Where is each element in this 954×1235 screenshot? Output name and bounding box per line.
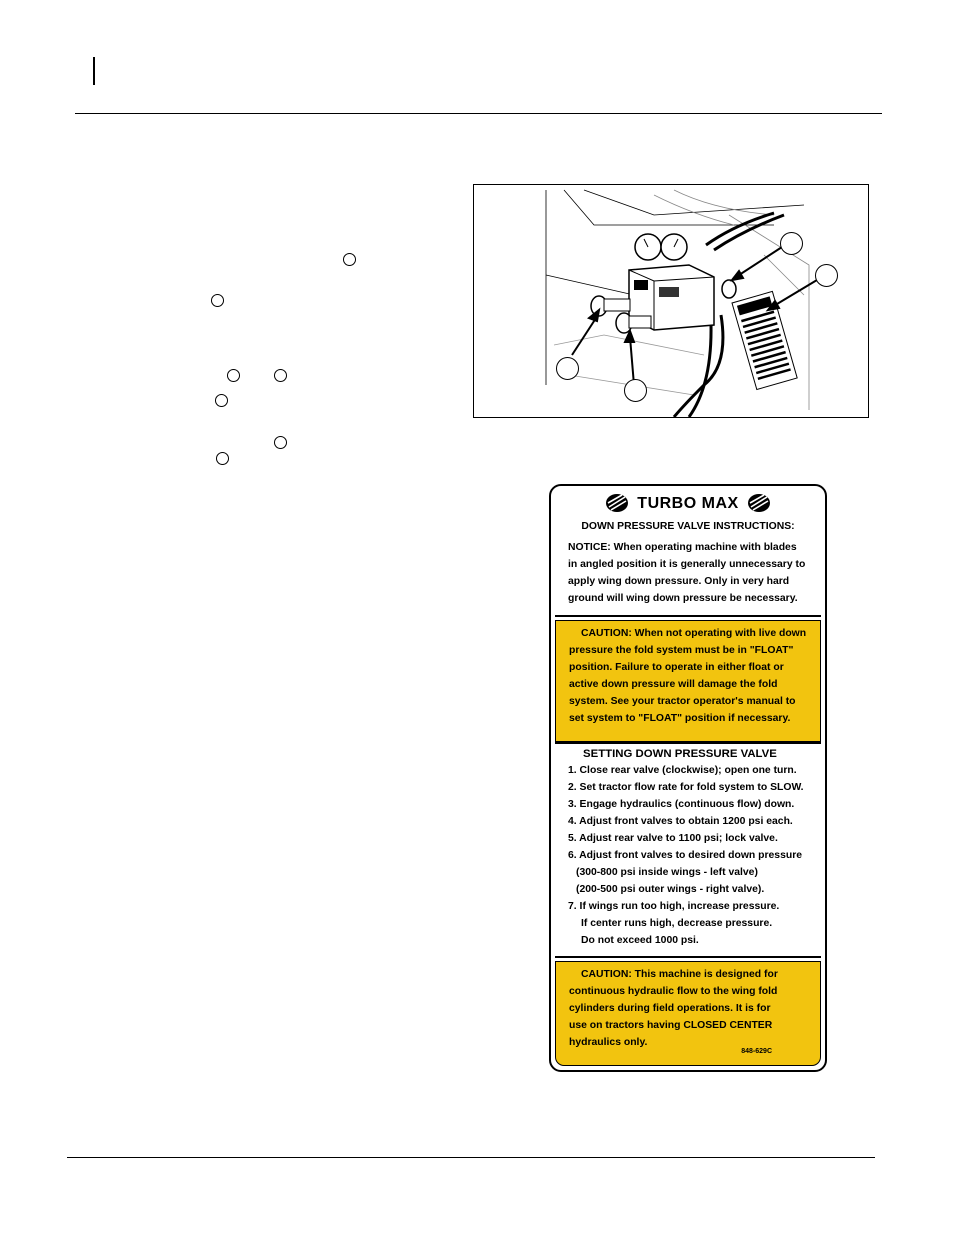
step-line: 6. Adjust front valves to desired down pressure	[568, 850, 803, 861]
step-line: 3. Engage hydraulics (continuous flow) down.	[568, 799, 795, 810]
callout-ref-circle	[215, 394, 228, 407]
caution-line: hydraulics only.	[569, 1037, 648, 1048]
callout-circle	[624, 379, 647, 402]
brand-name: TURBO MAX	[637, 494, 739, 512]
caution-line: CAUTION: This machine is designed for	[581, 969, 778, 980]
brand-logo-icon	[747, 493, 771, 513]
caution-line: cylinders during field operations. It is for	[569, 1003, 771, 1014]
notice-line: NOTICE: When operating machine with blades	[568, 542, 797, 553]
brand-logo-icon	[605, 493, 629, 513]
footer-rule	[67, 1157, 875, 1158]
caution-line: active down pressure will damage the fold	[569, 679, 778, 690]
callout-ref-circle	[211, 294, 224, 307]
callout-circle	[556, 357, 579, 380]
instruction-decal	[549, 484, 827, 1072]
caution-float-section	[555, 620, 821, 742]
notice-section	[555, 539, 821, 607]
callout-ref-circle	[216, 452, 229, 465]
valve-illustration	[474, 185, 868, 417]
caution-line: system. See your tractor operator's manual to	[569, 696, 796, 707]
caution-line: set system to "FLOAT" position if necessary.	[569, 713, 791, 724]
caution-line: pressure the fold system must be in "FLOAT"	[569, 645, 794, 656]
caution-line: CAUTION: When not operating with live down	[581, 628, 807, 639]
section-divider	[555, 615, 821, 617]
step-line: Do not exceed 1000 psi.	[581, 935, 699, 946]
callout-ref-circle	[274, 436, 287, 449]
notice-line: in angled position it is generally unnecessary to	[568, 559, 806, 570]
step-line: If center runs high, decrease pressure.	[581, 918, 773, 929]
step-line: (300-800 psi inside wings - left valve)	[576, 867, 758, 878]
caution-line: use on tractors having CLOSED CENTER	[569, 1020, 773, 1031]
decal-logo-row	[555, 492, 821, 514]
step-line: (200-500 psi outer wings - right valve).	[576, 884, 765, 895]
notice-line: ground will wing down pressure be necessary.	[568, 593, 798, 604]
setting-section	[555, 746, 821, 949]
step-line: 1. Close rear valve (clockwise); open one turn.	[568, 765, 797, 776]
step-line: 2. Set tractor flow rate for fold system to SLOW.	[568, 782, 804, 793]
step-line: 4. Adjust front valves to obtain 1200 psi each.	[568, 816, 793, 827]
caution-line: position. Failure to operate in either float or	[569, 662, 784, 673]
section-divider	[555, 956, 821, 958]
caution-line: continuous hydraulic flow to the wing fold	[569, 986, 778, 997]
callout-ref-circle	[227, 369, 240, 382]
margin-bar	[93, 57, 95, 85]
setting-heading: SETTING DOWN PRESSURE VALVE	[583, 748, 777, 760]
callout-circle	[780, 232, 803, 255]
part-number: 848-629C	[741, 1048, 772, 1055]
callout-circle	[815, 264, 838, 287]
step-line: 5. Adjust rear valve to 1100 psi; lock valve.	[568, 833, 778, 844]
section-divider	[555, 742, 821, 744]
callout-ref-circle	[343, 253, 356, 266]
callout-ref-circle	[274, 369, 287, 382]
notice-line: apply wing down pressure. Only in very hard	[568, 576, 790, 587]
header-rule	[75, 113, 882, 114]
decal-title: DOWN PRESSURE VALVE INSTRUCTIONS:	[555, 518, 821, 535]
caution-hydraulics-section	[555, 961, 821, 1066]
valve-assembly-photo	[473, 184, 869, 418]
step-line: 7. If wings run too high, increase pressure.	[568, 901, 780, 912]
